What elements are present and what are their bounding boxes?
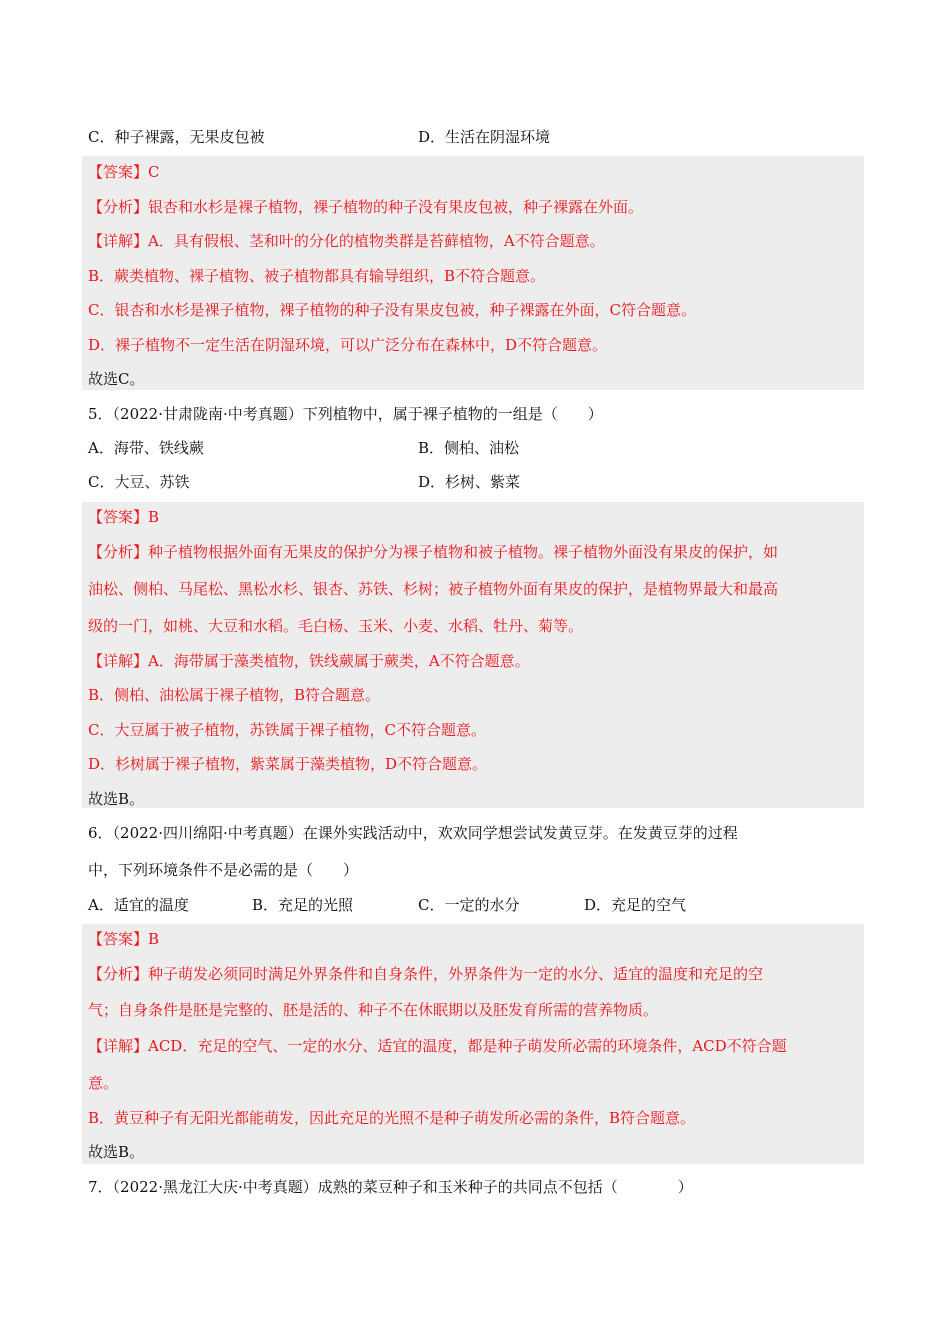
q4-analysis: 【分析】银杏和水杉是裸子植物，裸子植物的种子没有果皮包被，种子裸露在外面。 (88, 198, 644, 216)
q4-choose: 故选C。 (88, 370, 145, 388)
q5-option-b: B．侧柏、油松 (418, 439, 520, 457)
q6-option-b: B．充足的光照 (252, 896, 354, 914)
q4-detail-a: 【详解】A．具有假根、茎和叶的分化的植物类群是苔藓植物，A不符合题意。 (88, 232, 605, 250)
q6-analysis-line-2: 气；自身条件是胚是完整的、胚是活的、种子不在休眠期以及胚发育所需的营养物质。 (88, 1001, 659, 1019)
q5-stem: 5．（2022·甘肃陇南·中考真题）下列植物中，属于裸子植物的一组是（ ） (88, 405, 603, 423)
q6-detail-line-2: 意。 (88, 1074, 119, 1092)
q6-option-c: C．一定的水分 (418, 896, 520, 914)
q4-option-c: C．种子裸露，无果皮包被 (88, 128, 265, 146)
q4-detail-c: C．银杏和水杉是裸子植物，裸子植物的种子没有果皮包被，种子裸露在外面，C符合题意。 (88, 301, 696, 319)
q5-analysis-line-2: 油松、侧柏、马尾松、黑松水杉、银杏、苏铁、杉树；被子植物外面有果皮的保护，是植物界最大和最高 (88, 580, 779, 598)
q5-option-d: D．杉树、紫菜 (418, 473, 521, 491)
q6-answer: 【答案】B (88, 930, 160, 948)
q6-option-d: D．充足的空气 (584, 896, 687, 914)
q4-answer: 【答案】C (88, 163, 160, 181)
q5-detail-c: C．大豆属于被子植物，苏铁属于裸子植物，C不符合题意。 (88, 721, 486, 739)
q6-stem-line-2: 中，下列环境条件不是必需的是（ ） (88, 861, 359, 879)
q4-option-d: D．生活在阴湿环境 (418, 128, 551, 146)
q6-detail-b: B．黄豆种子有无阳光都能萌发，因此充足的光照不是种子萌发所必需的条件，B符合题意。 (88, 1109, 696, 1127)
q5-choose: 故选B。 (88, 790, 145, 808)
q7-stem: 7．（2022·黑龙江大庆·中考真题）成熟的菜豆种子和玉米种子的共同点不包括（ ） (88, 1178, 693, 1196)
q6-analysis-line-1: 【分析】种子萌发必须同时满足外界条件和自身条件，外界条件为一定的水分、适宜的温度和充足的空 (88, 965, 764, 983)
q5-detail-b: B．侧柏、油松属于裸子植物，B符合题意。 (88, 686, 381, 704)
q6-choose: 故选B。 (88, 1143, 145, 1161)
q6-detail-line-1: 【详解】ACD．充足的空气、一定的水分、适宜的温度，都是种子萌发所必需的环境条件，ACD不符合题 (88, 1037, 787, 1055)
q5-option-a: A．海带、铁线蕨 (88, 439, 204, 457)
q6-option-a: A．适宜的温度 (88, 896, 189, 914)
q5-option-c: C．大豆、苏铁 (88, 473, 190, 491)
q5-detail-d: D．杉树属于裸子植物，紫菜属于藻类植物，D不符合题意。 (88, 755, 488, 773)
q5-answer: 【答案】B (88, 508, 160, 526)
q5-detail-a: 【详解】A．海带属于藻类植物，铁线蕨属于蕨类，A不符合题意。 (88, 652, 530, 670)
q4-detail-b: B．蕨类植物、裸子植物、被子植物都具有输导组织，B不符合题意。 (88, 267, 546, 285)
q4-detail-d: D．裸子植物不一定生活在阴湿环境，可以广泛分布在森林中，D不符合题意。 (88, 336, 608, 354)
q5-analysis-line-1: 【分析】种子植物根据外面有无果皮的保护分为裸子植物和被子植物。裸子植物外面没有果皮的保护，如 (88, 543, 779, 561)
q5-analysis-line-3: 级的一门，如桃、大豆和水稻。毛白杨、玉米、小麦、水稻、牡丹、菊等。 (88, 617, 584, 635)
q6-stem-line-1: 6．（2022·四川绵阳·中考真题）在课外实践活动中，欢欢同学想尝试发黄豆芽。在发黄豆芽的过程 (88, 824, 738, 842)
